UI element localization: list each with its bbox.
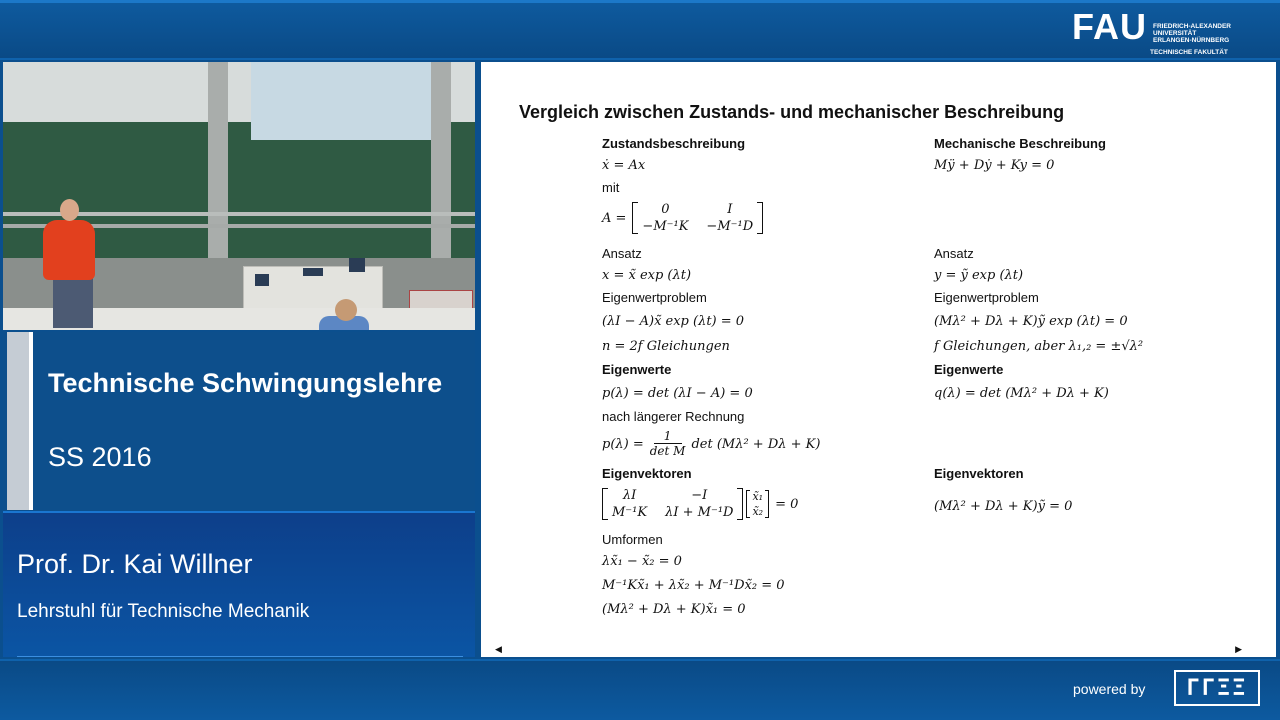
slide-title: Vergleich zwischen Zustands- und mechanischer Beschreibung	[519, 102, 1065, 122]
video-lecturer-head	[60, 199, 79, 221]
column-heading: Zustandsbeschreibung	[602, 136, 746, 151]
powered-by-label: powered by	[1073, 681, 1146, 697]
presenter-name: Prof. Dr. Kai Willner	[17, 549, 253, 579]
text-line: Eigenwertproblem	[934, 290, 1039, 305]
vector: x̃₁ x̃₂	[746, 490, 769, 518]
equation: f Gleichungen, aber λ₁,₂ = ±√λ²	[934, 339, 1144, 354]
equation: x = x̃ exp (λt)	[602, 268, 692, 283]
section-heading: Eigenwerte	[934, 362, 1004, 377]
text-line: Umformen	[602, 532, 663, 547]
course-title-panel	[3, 332, 475, 510]
column-heading: Mechanische Beschreibung	[934, 136, 1106, 151]
fau-logo-text: FRIEDRICH-ALEXANDER UNIVERSITÄT ERLANGEN-NÜRNBERG	[1153, 23, 1231, 44]
slide-next-arrow-icon[interactable]: ▶	[1235, 645, 1242, 655]
matrix: λI −I M⁻¹K λI + M⁻¹D	[602, 488, 743, 520]
text-line: Ansatz	[934, 246, 974, 261]
video-student-head	[335, 299, 357, 321]
course-semester: SS 2016	[48, 442, 152, 472]
presenter-panel	[3, 511, 475, 657]
lecture-slide	[481, 62, 1276, 657]
fraction: 1 det M	[649, 429, 686, 458]
video-projection	[251, 62, 439, 140]
rrze-logo: ΓΓΞΞ	[1174, 670, 1260, 706]
text-line: Eigenwertproblem	[602, 290, 707, 305]
footer-bar	[0, 659, 1280, 720]
equation: (λI − A)x̃ exp (λt) = 0	[602, 314, 745, 329]
equation: Mÿ + Dẏ + Ky = 0	[934, 158, 1055, 173]
video-desk-item	[303, 268, 323, 276]
text-line: nach längerer Rechnung	[602, 409, 745, 424]
presenter-chair: Lehrstuhl für Technische Mechanik	[17, 601, 310, 622]
section-heading: Eigenvektoren	[934, 466, 1024, 481]
slide-prev-arrow-icon[interactable]: ◀	[495, 645, 502, 655]
section-heading: Eigenwerte	[602, 362, 672, 377]
section-heading: Eigenvektoren	[602, 466, 692, 481]
matrix: 0 I −M⁻¹K −M⁻¹D	[632, 202, 763, 234]
text-line: Ansatz	[602, 246, 642, 261]
equation: ẋ = Ax	[602, 158, 646, 173]
divider	[17, 656, 463, 657]
equation: n = 2f Gleichungen	[602, 339, 730, 354]
equation: (Mλ² + Dλ + K)ỹ = 0	[934, 499, 1073, 514]
equation: (Mλ² + Dλ + K)ỹ exp (λt) = 0	[934, 314, 1128, 329]
title-accent-line	[29, 332, 33, 510]
video-lecturer-legs	[53, 278, 93, 328]
course-title: Technische Schwingungslehre	[48, 368, 443, 398]
fau-logo-mark: FAU	[1072, 6, 1147, 47]
faculty-label: TECHNISCHE FAKULTÄT	[1150, 49, 1228, 56]
header-bar	[0, 0, 1280, 60]
video-pillar	[208, 62, 228, 272]
video-pillar	[431, 62, 451, 272]
equation: q(λ) = det (Mλ² + Dλ + K)	[934, 386, 1109, 401]
fraction-equation: p(λ) = 1 det M det (Mλ² + Dλ + K)	[602, 429, 821, 458]
title-accent	[7, 332, 29, 510]
eigenvector-equation: λI −I M⁻¹K λI + M⁻¹D x̃₁ x̃₂ = 0	[602, 488, 798, 520]
video-desk-item	[349, 258, 365, 272]
video-desk-item	[255, 274, 269, 286]
equation: (Mλ² + Dλ + K)x̃₁ = 0	[602, 602, 746, 617]
equation: M⁻¹Kx̃₁ + λx̃₂ + M⁻¹Dx̃₂ = 0	[602, 578, 785, 593]
equation: λx̃₁ − x̃₂ = 0	[602, 554, 682, 569]
video-lecturer	[43, 220, 95, 280]
equation: y = ỹ exp (λt)	[934, 268, 1024, 283]
lecture-video[interactable]	[3, 62, 475, 330]
equation: p(λ) = det (λI − A) = 0	[602, 386, 753, 401]
matrix-equation: A = 0 I −M⁻¹K −M⁻¹D	[602, 202, 763, 234]
text-line: mit	[602, 180, 620, 195]
